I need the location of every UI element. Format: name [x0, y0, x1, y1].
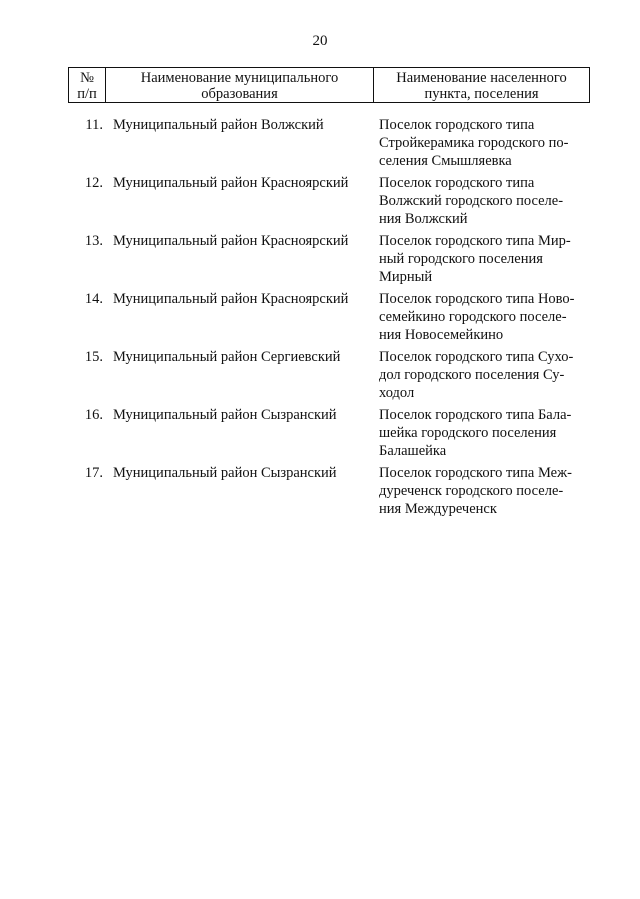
row-settlement-line: Мирный [379, 269, 433, 285]
row-municipality: Муниципальный район Красноярский [113, 233, 349, 249]
table-row [68, 348, 590, 406]
row-settlement-line: шейка городского поселения [379, 425, 557, 441]
row-settlement-line: семейкино городского поселе- [379, 309, 567, 325]
row-settlement [377, 348, 590, 406]
row-settlement [377, 232, 590, 290]
row-settlement-line: Поселок городского типа [379, 117, 535, 133]
row-settlement-line: Стройкерамика городского по- [379, 135, 569, 151]
row-municipality: Муниципальный район Красноярский [113, 175, 349, 191]
header-municipality-line-2: образования [201, 86, 278, 102]
table-row [68, 406, 590, 464]
row-number: 16. [84, 407, 103, 423]
row-settlement-line: ния Новосемейкино [379, 327, 504, 343]
header-settlement-line-2: пункта, поселения [424, 86, 539, 102]
row-number: 15. [84, 349, 103, 365]
row-settlement-line: Поселок городского типа Бала- [379, 407, 572, 423]
row-municipality: Муниципальный район Красноярский [113, 291, 349, 307]
row-settlement-line: Поселок городского типа Меж- [379, 465, 572, 481]
row-settlement [377, 464, 590, 522]
row-settlement-line: дуреченск городского поселе- [379, 483, 564, 499]
row-settlement-line: селения Смышляевка [379, 153, 512, 169]
row-settlement-line: Балашейка [379, 443, 447, 459]
row-settlement [377, 290, 590, 348]
row-settlement [377, 174, 590, 232]
row-settlement [377, 406, 590, 464]
header-municipality-line-1: Наименование муниципального [140, 70, 339, 86]
row-settlement-line: Поселок городского типа Ново- [379, 291, 575, 307]
row-number: 13. [84, 233, 103, 249]
row-settlement-line: ния Междуреченск [379, 501, 497, 517]
row-settlement-line: Поселок городского типа Сухо- [379, 349, 574, 365]
row-settlement-line: ния Волжский [379, 211, 468, 227]
header-municipality-column [106, 68, 374, 102]
row-number: 14. [84, 291, 103, 307]
header-settlement-line-1: Наименование населенного [396, 70, 567, 86]
row-settlement-line: ный городского поселения [379, 251, 543, 267]
row-number: 17. [84, 465, 103, 481]
header-settlement-column [374, 68, 589, 102]
header-number-line-1: № [80, 70, 94, 86]
row-municipality: Муниципальный район Сызранский [113, 465, 337, 481]
row-municipality: Муниципальный район Сергиевский [113, 349, 341, 365]
table-row [68, 232, 590, 290]
row-settlement-line: Поселок городского типа Мир- [379, 233, 571, 249]
table-row [68, 174, 590, 232]
table-row [68, 116, 590, 174]
header-number-column [69, 68, 106, 102]
row-municipality: Муниципальный район Волжский [113, 117, 324, 133]
row-settlement-line: дол городского поселения Су- [379, 367, 565, 383]
table-body [68, 116, 590, 522]
row-number: 12. [84, 175, 103, 191]
row-settlement-line: Волжский городского поселе- [379, 193, 564, 209]
table-header [68, 67, 590, 103]
table-row [68, 290, 590, 348]
table-row [68, 464, 590, 522]
page-number: 20 [312, 33, 328, 49]
row-settlement [377, 116, 590, 174]
row-municipality: Муниципальный район Сызранский [113, 407, 337, 423]
header-number-line-2: п/п [77, 86, 97, 102]
row-settlement-line: Поселок городского типа [379, 175, 535, 191]
row-number: 11. [85, 117, 103, 133]
row-settlement-line: ходол [379, 385, 415, 401]
